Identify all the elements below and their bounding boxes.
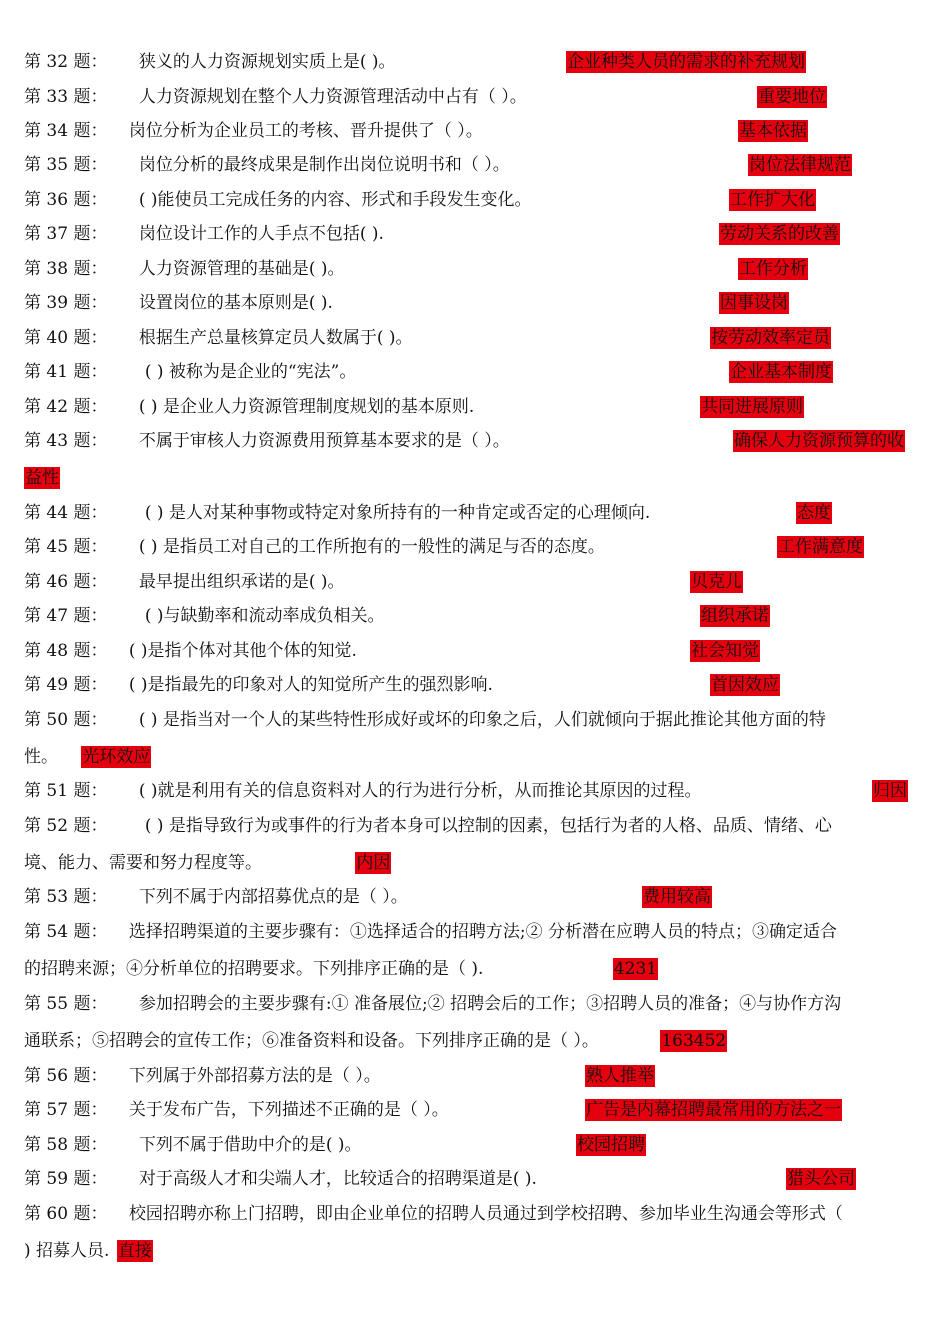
question-item — [24, 83, 928, 111]
question-item — [24, 427, 928, 455]
question-number: 第 52 题： — [24, 816, 108, 836]
answer-highlight: 组织承诺 — [701, 606, 769, 626]
question-item — [24, 499, 928, 527]
question-number: 第 40 题： — [24, 328, 108, 348]
question-text: 选择招聘渠道的主要步骤有：①选择适合的招聘方法;② 分析潜在应聘人员的特点；③确定适合 — [128, 922, 837, 942]
question-number: 第 34 题： — [24, 121, 108, 141]
question-number: 第 37 题： — [24, 224, 108, 244]
answer-highlight: 光环效应 — [82, 747, 151, 767]
question-number: 第 35 题： — [24, 155, 108, 175]
question-number: 第 50 题： — [24, 710, 108, 730]
question-item — [24, 186, 928, 214]
question-text: 不属于审核人力资源费用预算基本要求的是（ ）。 — [138, 431, 510, 451]
answer-highlight: 益性 — [25, 468, 59, 488]
question-number: 第 46 题： — [24, 572, 108, 592]
answer-highlight: 确保人力资源预算的收 — [734, 431, 904, 451]
answer-highlight: 重要地位 — [758, 87, 826, 107]
question-text: 人力资源规划在整个人力资源管理活动中占有（ ）。 — [138, 87, 527, 107]
question-text: 设置岗位的基本原则是( ). — [138, 293, 333, 313]
question-item — [24, 393, 928, 421]
question-number: 第 56 题： — [24, 1066, 108, 1086]
question-item — [24, 602, 928, 630]
question-text: 下列属于外部招募方法的是（ ）。 — [128, 1066, 381, 1086]
question-item — [24, 918, 928, 946]
question-item — [24, 883, 928, 911]
answer-highlight: 4231 — [613, 959, 658, 979]
answer-highlight: 工作扩大化 — [730, 190, 815, 210]
question-text: 根据生产总量核算定员人数属于( )。 — [138, 328, 413, 348]
question-text: ( )能使员工完成任务的内容、形式和手段发生变化。 — [138, 190, 532, 210]
question-text: 岗位分析的最终成果是制作出岗位说明书和（ ）。 — [138, 155, 510, 175]
question-number: 第 58 题： — [24, 1135, 108, 1155]
question-item — [24, 1200, 928, 1228]
question-number: 第 48 题： — [24, 641, 108, 661]
question-text: 对于高级人才和尖端人才，比较适合的招聘渠道是( ). — [138, 1169, 537, 1189]
question-item — [24, 358, 928, 386]
question-number: 第 36 题： — [24, 190, 108, 210]
question-number: 第 43 题： — [24, 431, 108, 451]
answer-highlight: 归因 — [873, 781, 907, 801]
question-text: 参加招聘会的主要步骤有:① 准备展位;② 招聘会后的工作；③招聘人员的准备；④与协作方沟 — [138, 994, 842, 1014]
question-text: 境、能力、需要和努力程度等。 — [24, 853, 262, 873]
question-item — [24, 812, 928, 840]
question-text: 最早提出组织承诺的是( )。 — [138, 572, 345, 592]
question-text: ( ) 是指员工对自己的工作所抱有的一般性的满足与否的态度。 — [138, 537, 605, 557]
question-item — [24, 990, 928, 1018]
question-item — [24, 533, 928, 561]
answer-highlight: 岗位法律规范 — [749, 155, 851, 175]
question-number: 第 57 题： — [24, 1100, 108, 1120]
question-text: 下列不属于内部招募优点的是（ ）。 — [138, 887, 408, 907]
question-text: 校园招聘亦称上门招聘，即由企业单位的招聘人员通过到学校招聘、参加毕业生沟通会等形式（ — [128, 1204, 843, 1224]
answer-highlight: 校园招聘 — [577, 1135, 645, 1155]
question-text: ( )就是利用有关的信息资料对人的行为进行分析，从而推论其原因的过程。 — [138, 781, 702, 801]
question-number: 第 47 题： — [24, 606, 108, 626]
question-text: 通联系；⑤招聘会的宣传工作；⑥准备资料和设备。下列排序正确的是（ ）。 — [24, 1031, 599, 1051]
question-number: 第 32 题： — [24, 52, 108, 72]
question-text: ( ) 被称为是企业的“宪法”。 — [144, 362, 357, 382]
question-number: 第 60 题： — [24, 1204, 108, 1224]
question-item — [24, 1096, 928, 1124]
question-text: 人力资源管理的基础是( )。 — [138, 259, 345, 279]
question-number: 第 55 题： — [24, 994, 108, 1014]
question-text: ( ) 是指导致行为或事件的行为者本身可以控制的因素，包括行为者的人格、品质、情绪、心 — [144, 816, 832, 836]
question-number: 第 44 题： — [24, 503, 108, 523]
question-number: 第 59 题： — [24, 1169, 108, 1189]
answer-highlight: 直接 — [117, 1241, 152, 1261]
question-text: 岗位设计工作的人手点不包括( ). — [138, 224, 384, 244]
question-item — [24, 706, 928, 734]
answer-highlight: 劳动关系的改善 — [720, 224, 839, 244]
question-continuation — [24, 1237, 153, 1265]
question-text: ( ) 是企业人力资源管理制度规划的基本原则. — [138, 397, 475, 417]
answer-highlight: 态度 — [797, 503, 831, 523]
question-item — [24, 637, 928, 665]
answer-highlight: 按劳动效率定员 — [711, 328, 830, 348]
answer-highlight: 首因效应 — [711, 675, 779, 695]
question-number: 第 38 题： — [24, 259, 108, 279]
question-number: 第 33 题： — [24, 87, 108, 107]
question-text: ( )是指最先的印象对人的知觉所产生的强烈影响. — [128, 675, 493, 695]
answer-highlight: 163452 — [661, 1031, 727, 1051]
question-number: 第 45 题： — [24, 537, 108, 557]
question-item — [24, 671, 928, 699]
question-text: 的招聘来源；④分析单位的招聘要求。下列排序正确的是（ ). — [24, 959, 484, 979]
answer-highlight: 猎头公司 — [787, 1169, 855, 1189]
question-text: 下列不属于借助中介的是( )。 — [138, 1135, 362, 1155]
answer-highlight: 广告是内幕招聘最常用的方法之一 — [586, 1100, 841, 1120]
question-item — [24, 777, 928, 805]
question-text: 关于发布广告，下列描述不正确的是（ ）。 — [128, 1100, 449, 1120]
question-text: ( )与缺勤率和流动率成负相关。 — [144, 606, 385, 626]
question-item — [24, 1062, 928, 1090]
question-text: 性。 — [24, 747, 58, 767]
question-continuation — [24, 1027, 727, 1055]
question-number: 第 42 题： — [24, 397, 108, 417]
question-item — [24, 255, 928, 283]
question-item — [24, 324, 928, 352]
question-text: 狭义的人力资源规划实质上是( )。 — [138, 52, 396, 72]
question-text: ) 招募人员. — [24, 1241, 110, 1261]
question-number: 第 54 题： — [24, 922, 108, 942]
answer-highlight: 工作满意度 — [778, 537, 863, 557]
question-number: 第 53 题： — [24, 887, 108, 907]
question-item — [24, 220, 928, 248]
answer-highlight: 共同进展原则 — [701, 397, 803, 417]
question-number: 第 51 题： — [24, 781, 108, 801]
question-text: ( ) 是指当对一个人的某些特性形成好或坏的印象之后，人们就倾向于据此推论其他方面的特 — [138, 710, 826, 730]
question-item — [24, 1165, 928, 1193]
question-item — [24, 151, 928, 179]
answer-highlight: 熟人推举 — [586, 1066, 654, 1086]
question-continuation — [24, 849, 391, 877]
answer-continuation — [24, 464, 60, 492]
answer-highlight: 企业基本制度 — [730, 362, 832, 382]
question-text: ( )是指个体对其他个体的知觉. — [128, 641, 357, 661]
question-text: ( ) 是人对某种事物或特定对象所持有的一种肯定或否定的心理倾向. — [144, 503, 651, 523]
question-continuation — [24, 743, 151, 771]
question-number: 第 49 题： — [24, 675, 108, 695]
answer-highlight: 内因 — [356, 853, 391, 873]
answer-highlight: 因事设岗 — [720, 293, 788, 313]
question-item — [24, 568, 928, 596]
question-item — [24, 48, 928, 76]
answer-highlight: 社会知觉 — [691, 641, 759, 661]
answer-highlight: 费用较高 — [643, 887, 711, 907]
answer-highlight: 工作分析 — [739, 259, 807, 279]
question-item — [24, 289, 928, 317]
answer-highlight: 贝克儿 — [691, 572, 742, 592]
question-item — [24, 117, 928, 145]
question-item — [24, 1131, 928, 1159]
question-text: 岗位分析为企业员工的考核、晋升提供了（ ）。 — [128, 121, 483, 141]
question-number: 第 39 题： — [24, 293, 108, 313]
question-number: 第 41 题： — [24, 362, 108, 382]
answer-highlight: 基本依据 — [739, 121, 807, 141]
question-continuation — [24, 955, 658, 983]
answer-highlight: 企业种类人员的需求的补充规划 — [567, 52, 805, 72]
